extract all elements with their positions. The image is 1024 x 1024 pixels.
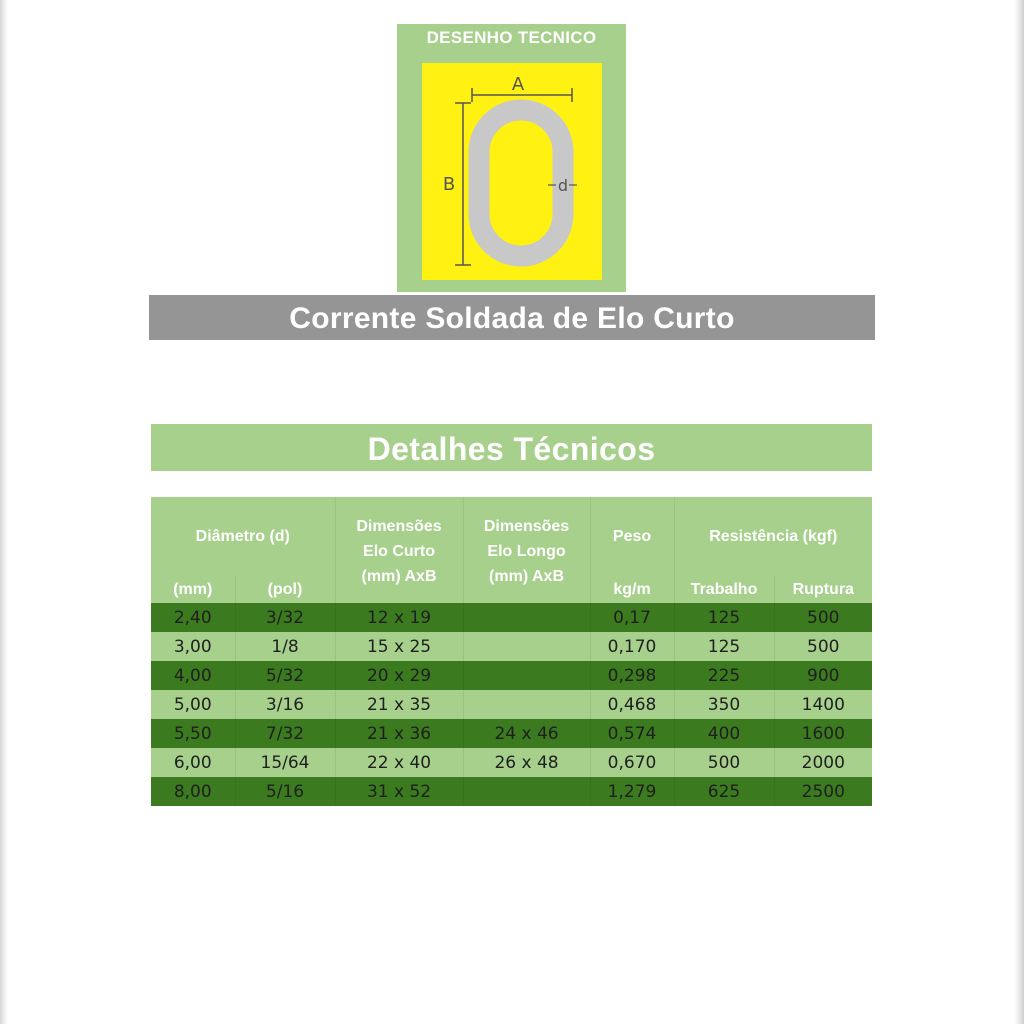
cell-ruptura: 2000 [774,748,872,777]
cell-peso: 0,17 [590,603,674,632]
cell-mm: 2,40 [151,603,235,632]
cell-ruptura: 2500 [774,777,872,806]
cell-peso: 0,670 [590,748,674,777]
cell-elo-curto: 22 x 40 [335,748,463,777]
cell-pol: 5/32 [235,661,335,690]
header-dimensoes-elo-curto [335,497,463,603]
table-row [151,690,872,719]
specifications-table [151,497,872,806]
header-pol: (pol) [235,576,335,603]
cell-trabalho: 350 [674,690,774,719]
cell-trabalho: 500 [674,748,774,777]
header-diametro: Diâmetro (d) [151,497,335,576]
table-row [151,603,872,632]
table-row [151,748,872,777]
cell-ruptura: 1400 [774,690,872,719]
label-a: A [511,74,525,95]
cell-ruptura: 500 [774,632,872,661]
cell-elo-longo [463,661,590,690]
header-dimensoes-elo-longo [463,497,590,603]
cell-trabalho: 625 [674,777,774,806]
cell-trabalho: 225 [674,661,774,690]
drawing-title: DESENHO TECNICO [426,28,597,47]
cell-peso: 0,298 [590,661,674,690]
cell-elo-curto: 20 x 29 [335,661,463,690]
cell-peso: 1,279 [590,777,674,806]
header-ruptura: Ruptura [774,576,872,603]
cell-peso: 0,468 [590,690,674,719]
cell-trabalho: 125 [674,603,774,632]
chain-link-diagram [422,63,602,280]
cell-mm: 6,00 [151,748,235,777]
chain-link-icon [479,110,563,256]
label-d: d [557,176,569,195]
cell-elo-longo [463,632,590,661]
header-dim-longo-line2: Elo Longo [487,543,566,560]
cell-peso: 0,170 [590,632,674,661]
cell-mm: 3,00 [151,632,235,661]
cell-elo-longo: 26 x 48 [463,748,590,777]
product-title: Corrente Soldada de Elo Curto [149,295,875,340]
header-dim-curto-line2: Elo Curto [363,543,436,560]
cell-elo-longo [463,603,590,632]
drawing-area [422,63,602,280]
cell-elo-curto: 21 x 36 [335,719,463,748]
cell-peso: 0,574 [590,719,674,748]
cell-elo-curto: 31 x 52 [335,777,463,806]
cell-mm: 5,50 [151,719,235,748]
header-trabalho: Trabalho [674,576,774,603]
cell-pol: 1/8 [235,632,335,661]
cell-pol: 5/16 [235,777,335,806]
cell-trabalho: 125 [674,632,774,661]
section-title: Detalhes Técnicos [151,424,872,471]
cell-mm: 8,00 [151,777,235,806]
label-b: B [442,174,456,195]
cell-ruptura: 500 [774,603,872,632]
table-row [151,777,872,806]
cell-elo-curto: 21 x 35 [335,690,463,719]
page-edge-left [0,0,8,1024]
cell-elo-curto: 15 x 25 [335,632,463,661]
table-row [151,632,872,661]
header-dim-curto-line1: Dimensões [356,518,442,535]
header-dim-longo-line3: (mm) AxB [489,568,564,585]
cell-elo-curto: 12 x 19 [335,603,463,632]
cell-trabalho: 400 [674,719,774,748]
header-peso: Peso [590,497,674,576]
cell-pol: 3/16 [235,690,335,719]
header-mm: (mm) [151,576,235,603]
cell-ruptura: 1600 [774,719,872,748]
cell-mm: 4,00 [151,661,235,690]
header-kgm: kg/m [590,576,674,603]
cell-ruptura: 900 [774,661,872,690]
table-row [151,719,872,748]
header-dim-longo-line1: Dimensões [483,518,570,535]
header-dim-curto-line3: (mm) AxB [361,568,437,585]
header-resistencia: Resistência (kgf) [674,497,872,576]
technical-drawing-panel [397,24,626,292]
page-edge-right [1014,0,1024,1024]
cell-pol: 15/64 [235,748,335,777]
table-row [151,661,872,690]
cell-elo-longo [463,777,590,806]
cell-pol: 7/32 [235,719,335,748]
cell-elo-longo: 24 x 46 [463,719,590,748]
cell-mm: 5,00 [151,690,235,719]
cell-pol: 3/32 [235,603,335,632]
cell-elo-longo [463,690,590,719]
